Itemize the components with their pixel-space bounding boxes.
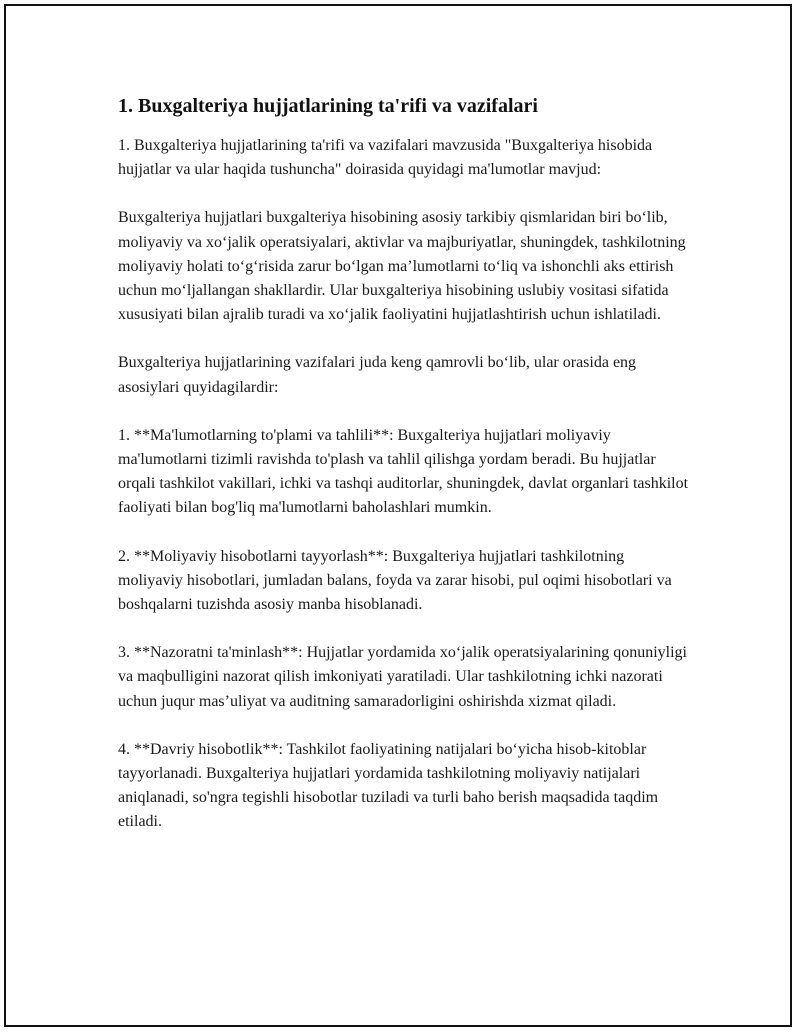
definition-paragraph: Buxgalteriya hujjatlari buxgalteriya hisobining asosiy tarkibiy qismlaridan biri bo‘lib, moliyaviy va xo‘jalik operatsiyalari, aktivlar va majburiyatlar, shuningdek, tashkilotning moliyaviy holati to‘g‘risida zarur bo‘lgan ma’lumotlarni to‘liq va ishonchli aks ettirish uchun mo‘ljallangan shakllardir. Ular buxgalteriya hisobining uslubiy vositasi sifatida xususiyati bilan ajralib turadi va xo‘jalik faoliyatini hujjatlashtirish uchun ishlatiladi. bbox=[118, 209, 686, 324]
functions-intro-paragraph: Buxgalteriya hujjatlarining vazifalari juda keng qamrovli bo‘lib, ular orasida eng asosiylari quyidagilardir: bbox=[118, 354, 637, 396]
function-item-1: 1. **Ma'lumotlarning to'plami va tahlili**: Buxgalteriya hujjatlari moliyaviy ma'lumotlarni tizimli ravishda to'plash va tahlil qilishga yordam beradi. Bu hujjatlar orqali tashkilot vakillari, ichki va tashqi auditorlar, shuningdek, davlat organlari tashkilot faoliyati bilan bog'liq ma'lumotlarni baholashlari mumkin. bbox=[118, 426, 689, 517]
function-item-4: 4. **Davriy hisobotlik**: Tashkilot faoliyatining natijalari bo‘yicha hisob-kitoblar tayyorlanadi. Buxgalteriya hujjatlari yordamida tashkilotning moliyaviy natijalari aniqlanadi, so'ngra tegishli hisobotlar tuziladi va turli baho berish maqsadida taqdim etiladi. bbox=[118, 740, 659, 831]
function-item-3: 3. **Nazoratni ta'minlash**: Hujjatlar yordamida xo‘jalik operatsiyalarining qonuniyligi va maqbulligini nazorat qilish imkoniyati yaratiladi. Ular tashkilotning ichki nazorati uchun juqur mas’uliyat va auditning samaradorligini oshirishda xizmat qiladi. bbox=[118, 644, 687, 710]
intro-paragraph: 1. Buxgalteriya hujjatlarining ta'rifi va vazifalari mavzusida "Buxgalteriya hisobida hujjatlar va ular haqida tushuncha" doirasida quyidagi ma'lumotlar mavjud: bbox=[118, 137, 653, 179]
document-body bbox=[118, 92, 690, 859]
section-heading: 1. Buxgalteriya hujjatlarining ta'rifi va vazifalari bbox=[118, 95, 538, 117]
function-item-2: 2. **Moliyaviy hisobotlarni tayyorlash**: Buxgalteriya hujjatlari tashkilotning moliyaviy hisobotlari, jumladan balans, foyda va zarar hisobi, pul oqimi hisobotlari va boshqalarni tuzishda asosiy manba hisoblanadi. bbox=[118, 547, 672, 614]
